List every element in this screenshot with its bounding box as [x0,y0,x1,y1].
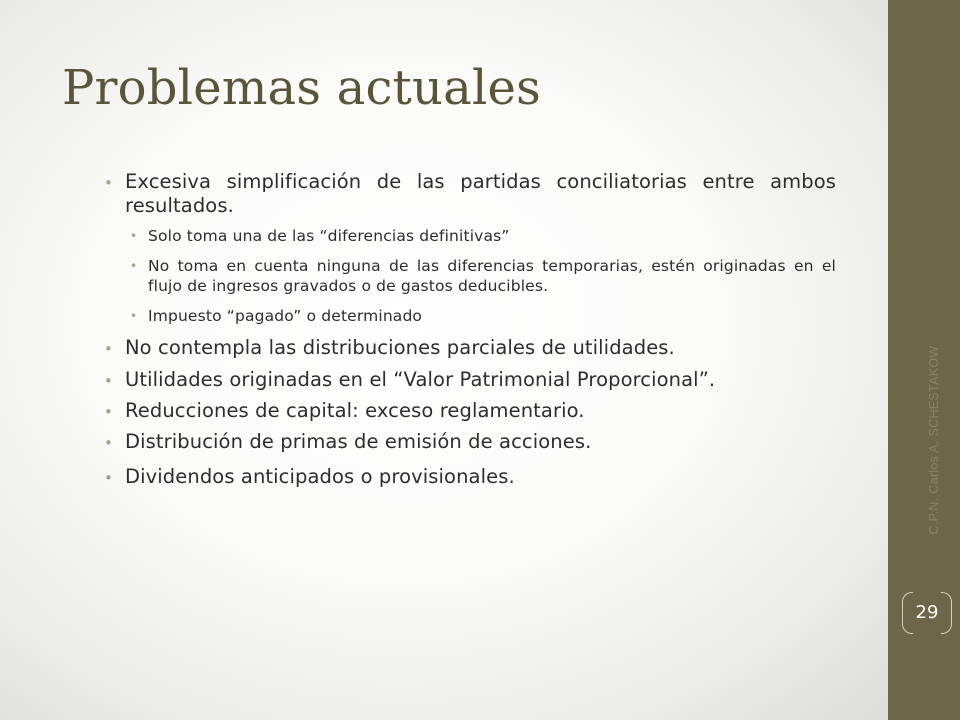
bullet-text: Excesiva simplificación de las partidas conciliatorias entre ambos resultados. [125,170,836,218]
sub-bullet-text: Solo toma una de las “diferencias definitivas” [148,226,510,245]
page-number: 29 [915,602,939,623]
bullet-text: Distribución de primas de emisión de acciones. [125,430,592,454]
sub-bullet-item [104,226,836,246]
bullet-list [104,170,836,496]
sub-bullet-text: No toma en cuenta ninguna de las diferencias temporarias, estén originadas en el flujo de ingresos gravados o de gastos deducibles. [148,256,836,296]
bullet-item [104,399,836,423]
sub-bullet-item [104,306,836,326]
bullet-text: No contempla las distribuciones parciales de utilidades. [125,336,675,360]
bullet-text: Utilidades originadas en el “Valor Patrimonial Proporcional”. [125,367,716,391]
author-footer: C.P.N. Carlos A. SCHESTAKOW [927,345,941,535]
bullet-text: Reducciones de capital: exceso reglamentario. [125,399,585,423]
sub-bullet-text: Impuesto “pagado” o determinado [148,307,423,326]
page-number-badge [900,592,954,634]
bullet-item [104,170,836,219]
bullet-item [104,336,836,360]
bullet-text: Dividendos anticipados o provisionales. [125,464,515,488]
slide-title: Problemas actuales [62,60,541,116]
bullet-item [104,465,836,489]
bullet-item [104,368,836,392]
sub-bullet-item [104,256,836,296]
bullet-item [104,430,836,454]
